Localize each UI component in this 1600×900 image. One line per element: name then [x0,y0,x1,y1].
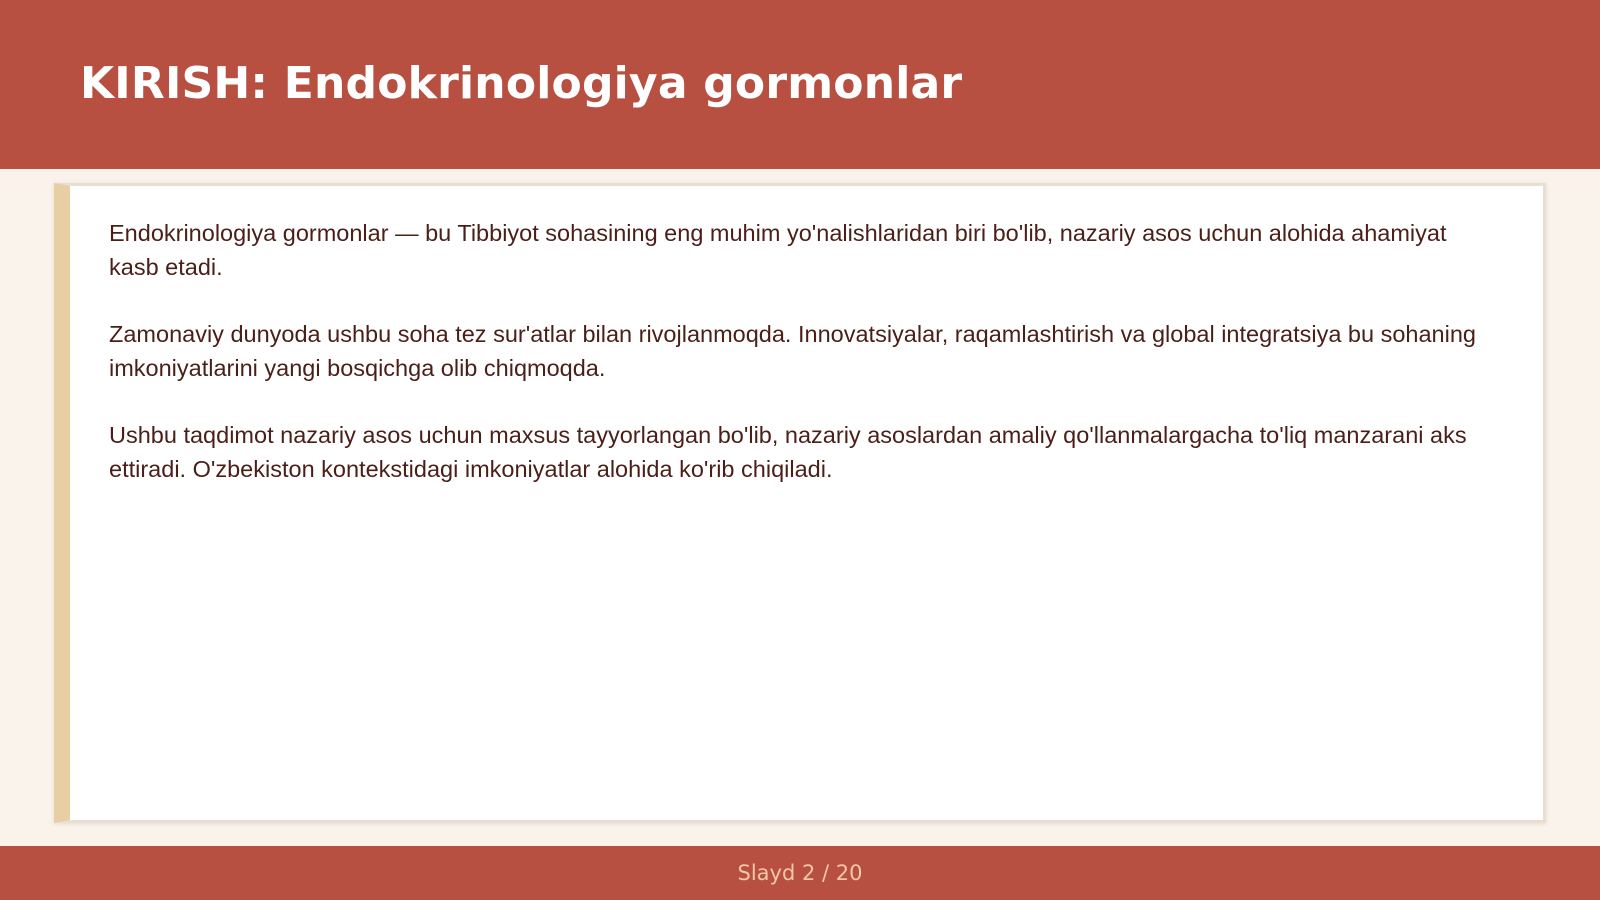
paragraph-list [109,216,1499,519]
slide-title: KIRISH: Endokrinologiya gormonlar [80,58,963,109]
slide-header [0,0,1600,169]
slide-counter: Slayd 2 / 20 [737,861,863,885]
purpose-paragraph: Ushbu taqdimot nazariy asos uchun maxsus tayyorlangan bo'lib, nazariy asoslardan amaliy qo'llanmalargacha to'liq manzarani aks ettiradi. O'zbekiston kontekstidagi imkoniyatlar alohida ko'rib chiqiladi. [109,422,1467,482]
development-paragraph: Zamonaviy dunyoda ushbu soha tez sur'atlar bilan rivojlanmoqda. Innovatsiyalar, raqamlashtirish va global integratsiya bu sohaning imkoniyatlarini yangi bosqichga olib chiqmoqda. [109,321,1476,381]
slide-footer [0,846,1600,900]
content-card [54,183,1546,823]
intro-paragraph: Endokrinologiya gormonlar — bu Tibbiyot sohasining eng muhim yo'nalishlaridan biri bo'lib, nazariy asos uchun alohida ahamiyat kasb etadi. [109,220,1447,280]
